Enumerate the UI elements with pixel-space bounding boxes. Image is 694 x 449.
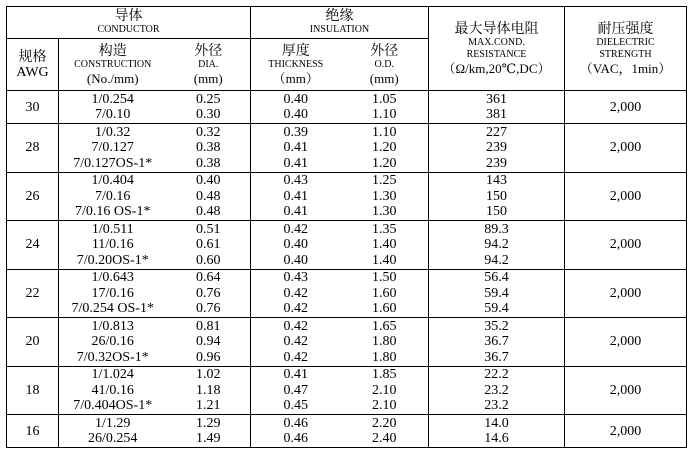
strength-header-en2: STRENGTH xyxy=(599,48,652,60)
dia-cell xyxy=(167,366,251,415)
od-value: 1.40 xyxy=(372,252,397,268)
od-value: 1.30 xyxy=(372,204,397,219)
dia-cell xyxy=(167,415,251,448)
resistance-cell xyxy=(429,318,565,367)
resistance-value: 56.4 xyxy=(484,270,509,285)
dia-value: 0.40 xyxy=(196,173,221,188)
thickness-value: 0.40 xyxy=(283,91,308,107)
od-value: 2.20 xyxy=(372,415,397,431)
table-body xyxy=(7,91,687,448)
od-value: 1.80 xyxy=(372,349,397,365)
voltage-cell: 2,000 xyxy=(565,318,687,367)
od-value: 1.25 xyxy=(372,173,397,188)
strength-header-unit: （VAC，1min） xyxy=(579,60,672,76)
construction-value: 26/0.254 xyxy=(88,431,138,446)
od-cell xyxy=(341,366,429,415)
od-value: 1.35 xyxy=(372,221,397,237)
construction-value: 7/0.254 OS-1* xyxy=(71,301,154,316)
construction-value: 1/0.511 xyxy=(91,221,134,237)
construction-cell xyxy=(59,91,167,124)
dia-value: 0.61 xyxy=(196,237,221,252)
gauge-header xyxy=(7,39,59,91)
insulation-header-cn: 绝缘 xyxy=(325,9,354,24)
resistance-value: 381 xyxy=(486,107,507,122)
insulation-header xyxy=(251,7,429,39)
resistance-value: 150 xyxy=(486,188,507,204)
gauge-header-cn: 规格 xyxy=(18,49,47,65)
od-value: 2.40 xyxy=(372,431,397,446)
thickness-cell xyxy=(251,124,341,173)
construction-cell xyxy=(59,415,167,448)
dia-value: 0.76 xyxy=(196,301,221,316)
resistance-value: 94.2 xyxy=(484,237,509,252)
thickness-value: 0.40 xyxy=(283,107,308,122)
dia-value: 0.30 xyxy=(196,107,221,122)
conductor-header-cn: 导体 xyxy=(114,9,143,24)
dia-value: 0.48 xyxy=(196,204,221,219)
thickness-value: 0.42 xyxy=(283,221,308,237)
voltage-cell: 2,000 xyxy=(565,221,687,270)
resistance-cell xyxy=(429,124,565,173)
resistance-value: 361 xyxy=(486,91,507,107)
dia-cell xyxy=(167,269,251,318)
construction-value: 1/0.254 xyxy=(91,91,134,107)
gauge-header-en: AWG xyxy=(16,64,49,80)
thickness-value: 0.41 xyxy=(283,188,308,204)
voltage-cell: 2,000 xyxy=(565,172,687,221)
construction-value: 1/0.404 xyxy=(91,173,134,188)
dia-value: 0.60 xyxy=(196,252,221,268)
thickness-value: 0.42 xyxy=(283,349,308,365)
od-value: 2.10 xyxy=(372,398,397,413)
dia-value: 1.49 xyxy=(196,431,221,446)
thickness-value: 0.41 xyxy=(283,155,308,171)
construction-value: 17/0.16 xyxy=(91,285,134,301)
construction-value: 7/0.16 OS-1* xyxy=(75,204,151,219)
dia-value: 0.38 xyxy=(196,140,221,155)
construction-cell xyxy=(59,124,167,173)
thickness-header-cn: 厚度 xyxy=(281,43,310,59)
resistance-value: 239 xyxy=(486,140,507,155)
od-cell xyxy=(341,172,429,221)
resistance-value: 14.0 xyxy=(484,415,509,431)
awg-cell: 22 xyxy=(7,269,59,318)
awg-cell: 20 xyxy=(7,318,59,367)
resistance-value: 23.2 xyxy=(484,398,509,413)
thickness-value: 0.41 xyxy=(283,204,308,219)
construction-value: 1/0.32 xyxy=(95,124,131,140)
dia-value: 1.02 xyxy=(196,367,221,382)
conductor-header-en: CONDUCTOR xyxy=(97,24,160,35)
table-row xyxy=(7,172,687,221)
resistance-cell xyxy=(429,415,565,448)
thickness-value: 0.46 xyxy=(283,431,308,446)
table-row xyxy=(7,415,687,448)
dia-value: 0.96 xyxy=(196,349,221,365)
thickness-value: 0.43 xyxy=(283,270,308,285)
od-value: 1.30 xyxy=(372,188,397,204)
resistance-value: 35.2 xyxy=(484,318,509,334)
awg-cell: 24 xyxy=(7,221,59,270)
voltage-cell: 2,000 xyxy=(565,269,687,318)
dia-value: 0.76 xyxy=(196,285,221,301)
thickness-cell xyxy=(251,366,341,415)
resistance-value: 23.2 xyxy=(484,382,509,398)
thickness-value: 0.43 xyxy=(283,173,308,188)
awg-cell: 16 xyxy=(7,415,59,448)
thickness-value: 0.42 xyxy=(283,301,308,316)
resistance-value: 36.7 xyxy=(484,349,509,365)
voltage-cell: 2,000 xyxy=(565,415,687,448)
strength-header-en1: DIELECTRIC xyxy=(596,36,655,48)
od-value: 1.40 xyxy=(372,237,397,252)
od-value: 1.20 xyxy=(372,140,397,155)
construction-header-cn: 构造 xyxy=(98,43,127,59)
thickness-value: 0.41 xyxy=(283,140,308,155)
thickness-value: 0.39 xyxy=(283,124,308,140)
awg-cell: 30 xyxy=(7,91,59,124)
construction-cell xyxy=(59,269,167,318)
resistance-cell xyxy=(429,221,565,270)
thickness-value: 0.41 xyxy=(283,367,308,382)
resistance-value: 59.4 xyxy=(484,301,509,316)
od-value: 1.85 xyxy=(372,367,397,382)
od-value: 1.60 xyxy=(372,301,397,316)
construction-value: 41/0.16 xyxy=(91,382,134,398)
dia-value: 0.94 xyxy=(196,334,221,349)
construction-value: 7/0.32OS-1* xyxy=(76,349,149,365)
od-header xyxy=(341,39,429,91)
voltage-cell: 2,000 xyxy=(565,124,687,173)
thickness-value: 0.40 xyxy=(283,237,308,252)
construction-cell xyxy=(59,172,167,221)
voltage-cell: 2,000 xyxy=(565,366,687,415)
dia-value: 1.29 xyxy=(196,415,221,431)
od-cell xyxy=(341,318,429,367)
dia-value: 0.48 xyxy=(196,188,221,204)
resistance-value: 22.2 xyxy=(484,367,509,382)
strength-header xyxy=(565,7,687,91)
table-row xyxy=(7,221,687,270)
dia-value: 0.51 xyxy=(196,221,221,237)
od-header-cn: 外径 xyxy=(370,43,399,59)
resistance-header xyxy=(429,7,565,91)
thickness-header-en: THICKNESS xyxy=(268,58,324,70)
od-value: 2.10 xyxy=(372,382,397,398)
dia-value: 0.81 xyxy=(196,318,221,334)
awg-cell: 28 xyxy=(7,124,59,173)
construction-value: 7/0.10 xyxy=(95,107,131,122)
od-cell xyxy=(341,124,429,173)
resistance-cell xyxy=(429,172,565,221)
awg-cell: 18 xyxy=(7,366,59,415)
thickness-cell xyxy=(251,172,341,221)
od-header-en: O.D. xyxy=(374,58,394,70)
thickness-value: 0.45 xyxy=(283,398,308,413)
resistance-value: 143 xyxy=(486,173,507,188)
dia-value: 1.18 xyxy=(196,382,221,398)
spec-table xyxy=(6,6,687,448)
thickness-value: 0.42 xyxy=(283,334,308,349)
resistance-cell xyxy=(429,366,565,415)
od-value: 1.50 xyxy=(372,270,397,285)
od-cell xyxy=(341,269,429,318)
resistance-value: 14.6 xyxy=(484,431,509,446)
dia-cell xyxy=(167,124,251,173)
construction-value: 26/0.16 xyxy=(91,334,134,349)
resistance-value: 36.7 xyxy=(484,334,509,349)
od-header-unit: (mm) xyxy=(369,70,399,86)
thickness-value: 0.40 xyxy=(283,252,308,268)
thickness-cell xyxy=(251,415,341,448)
construction-value: 7/0.127OS-1* xyxy=(73,155,153,171)
insulation-header-en: INSULATION xyxy=(309,24,370,35)
construction-cell xyxy=(59,221,167,270)
thickness-cell xyxy=(251,269,341,318)
thickness-value: 0.46 xyxy=(283,415,308,431)
od-cell xyxy=(341,415,429,448)
construction-header-unit: (No./mm) xyxy=(86,70,139,86)
od-value: 1.65 xyxy=(372,318,397,334)
thickness-cell xyxy=(251,91,341,124)
od-value: 1.10 xyxy=(372,124,397,140)
dia-cell xyxy=(167,221,251,270)
construction-value: 1/1.29 xyxy=(95,415,131,431)
dia-value: 0.38 xyxy=(196,155,221,171)
construction-header-en: CONSTRUCTION xyxy=(74,58,152,70)
resistance-value: 150 xyxy=(486,204,507,219)
dia-cell xyxy=(167,172,251,221)
construction-value: 7/0.127 xyxy=(91,140,134,155)
resistance-header-cn: 最大导体电阻 xyxy=(454,21,539,37)
thickness-value: 0.47 xyxy=(283,382,308,398)
dia-header-unit: (mm) xyxy=(193,70,223,86)
resistance-value: 94.2 xyxy=(484,252,509,268)
od-value: 1.10 xyxy=(372,107,397,122)
thickness-value: 0.42 xyxy=(283,318,308,334)
thickness-header xyxy=(251,39,341,91)
resistance-cell xyxy=(429,269,565,318)
resistance-value: 239 xyxy=(486,155,507,171)
construction-value: 7/0.16 xyxy=(95,188,131,204)
awg-cell: 26 xyxy=(7,172,59,221)
construction-value: 11/0.16 xyxy=(91,237,134,252)
construction-value: 7/0.20OS-1* xyxy=(76,252,149,268)
resistance-value: 59.4 xyxy=(484,285,509,301)
table-row xyxy=(7,318,687,367)
od-value: 1.20 xyxy=(372,155,397,171)
construction-header xyxy=(59,39,167,91)
od-value: 1.80 xyxy=(372,334,397,349)
od-cell xyxy=(341,221,429,270)
construction-value: 1/0.813 xyxy=(91,318,134,334)
table-row xyxy=(7,91,687,124)
dia-header xyxy=(167,39,251,91)
table-row xyxy=(7,269,687,318)
dia-cell xyxy=(167,91,251,124)
resistance-value: 89.3 xyxy=(484,221,509,237)
construction-cell xyxy=(59,366,167,415)
thickness-cell xyxy=(251,221,341,270)
dia-value: 0.25 xyxy=(196,91,221,107)
construction-value: 1/0.643 xyxy=(91,270,134,285)
table-row xyxy=(7,124,687,173)
dia-value: 0.32 xyxy=(196,124,221,140)
resistance-cell xyxy=(429,91,565,124)
thickness-header-unit: （mm） xyxy=(272,70,319,86)
thickness-cell xyxy=(251,318,341,367)
resistance-header-en2: RESISTANCE xyxy=(466,48,527,60)
table-row xyxy=(7,366,687,415)
resistance-value: 227 xyxy=(486,124,507,140)
construction-value: 1/1.024 xyxy=(91,367,134,382)
thickness-value: 0.42 xyxy=(283,285,308,301)
od-value: 1.05 xyxy=(372,91,397,107)
resistance-header-en1: MAX.COND. xyxy=(468,36,525,48)
strength-header-cn: 耐压强度 xyxy=(597,21,654,37)
dia-value: 0.64 xyxy=(196,270,221,285)
resistance-header-unit: （Ω/km,20℃,DC） xyxy=(442,60,551,76)
construction-cell xyxy=(59,318,167,367)
od-cell xyxy=(341,91,429,124)
construction-value: 7/0.404OS-1* xyxy=(73,398,153,413)
od-value: 1.60 xyxy=(372,285,397,301)
dia-header-cn: 外径 xyxy=(194,43,223,59)
voltage-cell: 2,000 xyxy=(565,91,687,124)
dia-cell xyxy=(167,318,251,367)
dia-value: 1.21 xyxy=(196,398,221,413)
dia-header-en: DIA. xyxy=(198,58,219,70)
conductor-header xyxy=(7,7,251,39)
